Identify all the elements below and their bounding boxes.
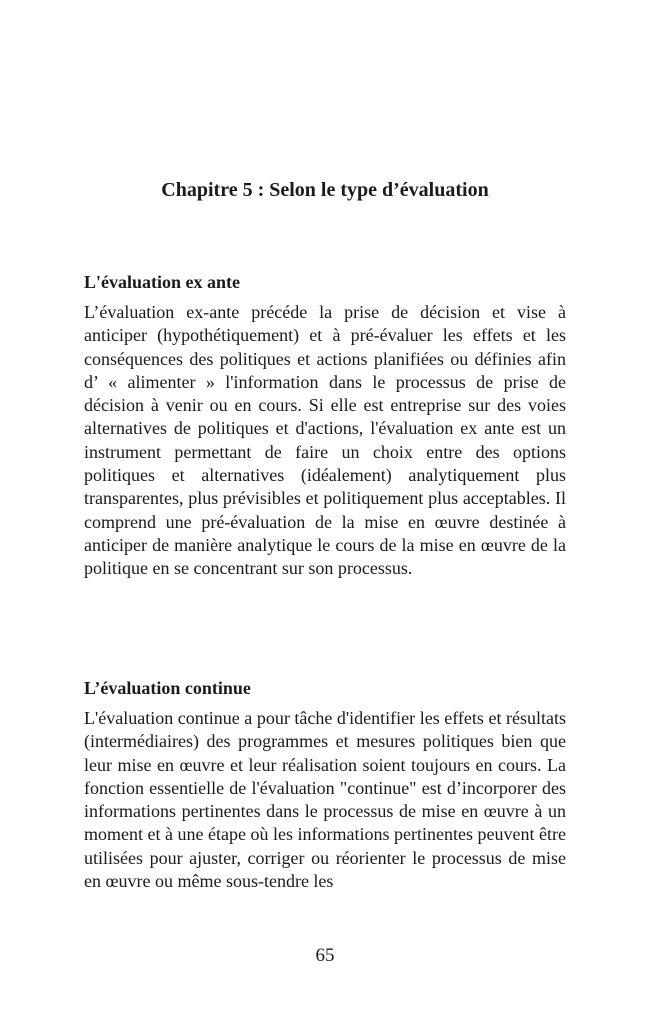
- section-body: L’évaluation ex-ante précéde la prise de décision et vise à anticiper (hypothétiquement) et à pré-évaluer les effets et les conséquences des politiques et actions planifiées ou définies afin d’ « alimenter » l'information dans le processus de prise de décision à venir ou en cours. Si elle est entreprise sur des voies alternatives de politiques et d'actions, l'évaluation ex ante est un instrument permettant de faire un choix entre des options politiques et alternatives (idéalement) analytiquement plus transparentes, plus prévisibles et politiquement plus acceptables. Il comprend une pré-évaluation de la mise en œuvre destinée à anticiper de manière analytique le cours de la mise en œuvre de la politique en se concentrant sur son processus.: [84, 302, 566, 579]
- section-body: L'évaluation continue a pour tâche d'identifier les effets et résultats (intermédiaires) des programmes et mesures politiques bien que leur mise en œuvre et leur réalisation soient toujours en cours. La fonction essentielle de l'évaluation "continue" est d’incorporer des informations pertinentes dans le processus de mise en œuvre à un moment et à une étape où les informations pertinentes peuvent être utilisées pour ajuster, corriger ou réorienter le processus de mise en œuvre ou même sous-tendre les: [84, 708, 566, 892]
- chapter-title: Chapitre 5 : Selon le type d’évaluation: [161, 179, 489, 202]
- section-heading: L'évaluation ex ante: [84, 272, 240, 292]
- page-number: 65: [315, 945, 335, 966]
- section-continue: [84, 676, 566, 893]
- section-heading: L’évaluation continue: [84, 678, 251, 698]
- section-ex-ante: [84, 270, 566, 581]
